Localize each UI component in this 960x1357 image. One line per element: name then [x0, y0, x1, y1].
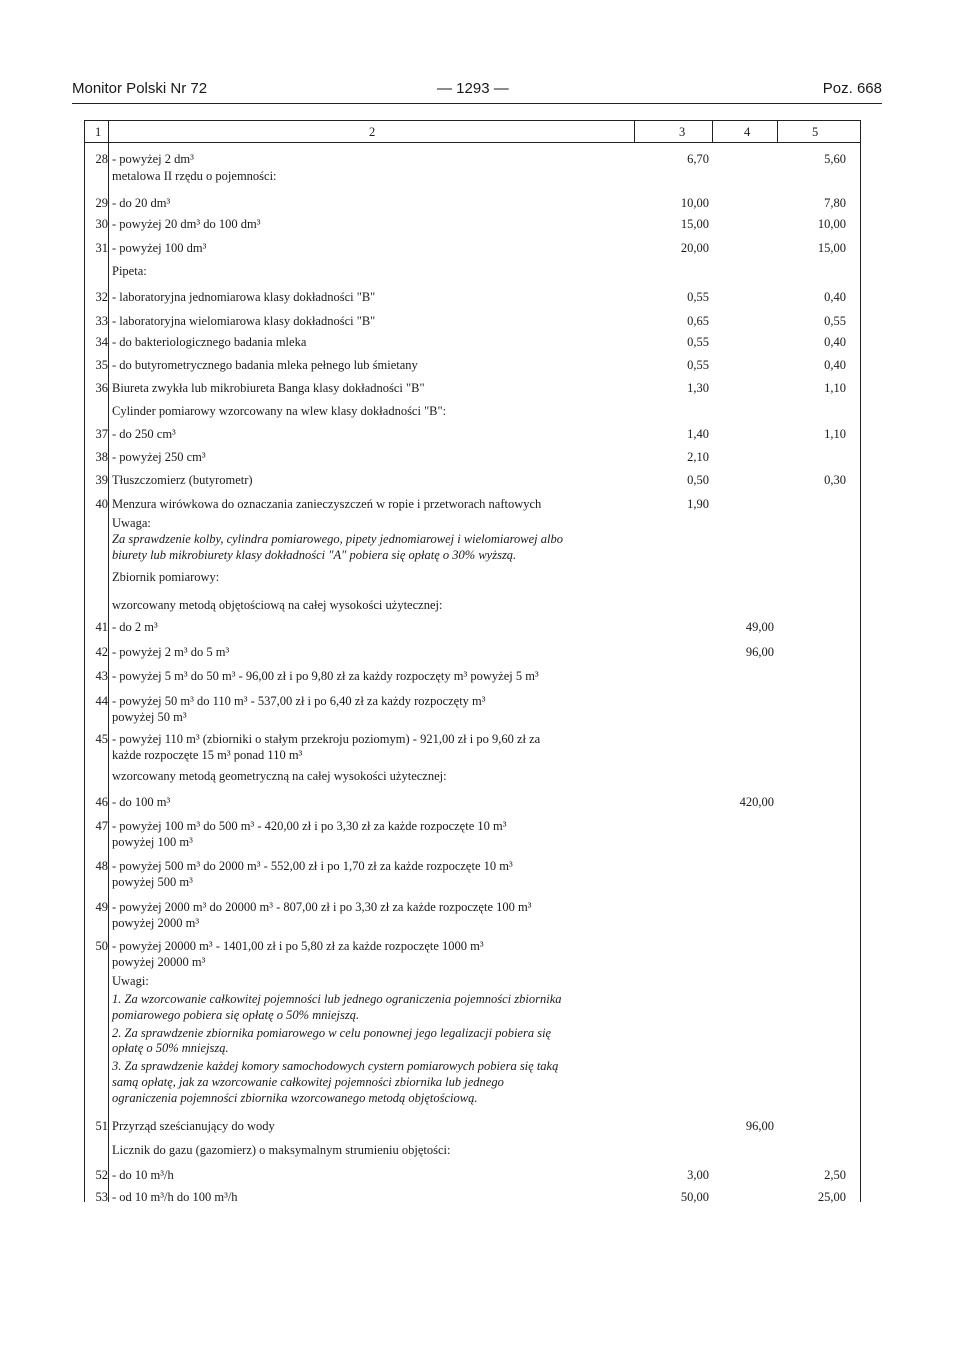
row-description: Uwagi:	[112, 974, 149, 988]
row-description: - do 10 m³/h	[112, 1168, 174, 1182]
row-description: Menzura wirówkowa do oznaczania zanieczyszczeń w ropie i przetworach naftowych	[112, 497, 542, 511]
row-number: 34	[95, 335, 108, 349]
page-header	[72, 80, 882, 102]
row-number: 29	[95, 196, 108, 210]
fee-col-3: 0,50	[687, 473, 709, 487]
row-description: 2. Za sprawdzenie zbiornika pomiarowego w celu ponownej jego legalizacji pobiera się	[112, 1026, 552, 1040]
row-description: Zbiornik pomiarowy:	[112, 570, 220, 584]
row-description: - do 2 m³	[112, 620, 158, 634]
row-number: 37	[95, 427, 108, 441]
fee-col-3: 0,65	[687, 314, 709, 328]
fee-col-5: 0,40	[824, 290, 846, 304]
row-description: powyżej 2000 m³	[112, 916, 200, 930]
row-number: 38	[95, 450, 108, 464]
row-description: ograniczenia pojemności zbiornika wzorcowanego metodą objętościową.	[112, 1091, 478, 1105]
row-description: Biureta zwykła lub mikrobiureta Banga klasy dokładności "B"	[112, 381, 425, 395]
fee-col-5: 25,00	[817, 1190, 846, 1204]
row-number: 50	[95, 939, 108, 953]
page-number: — 1293 —	[437, 80, 509, 97]
row-number: 39	[95, 473, 108, 487]
row-description: samą opłatę, jak za wzorcowanie całkowitej pojemności zbiornika lub jednego	[112, 1075, 504, 1089]
fee-col-5: 7,80	[824, 196, 846, 210]
fee-col-3: 3,00	[687, 1168, 709, 1182]
fee-col-3: 1,30	[687, 381, 709, 395]
row-description: metalowa II rzędu o pojemności:	[112, 169, 277, 183]
table-top-border	[84, 120, 860, 121]
row-number: 46	[95, 795, 108, 809]
row-number: 30	[95, 217, 108, 231]
fee-col-5: 0,30	[824, 473, 846, 487]
col-divider-4	[777, 120, 778, 142]
row-number: 53	[95, 1190, 108, 1204]
row-number: 42	[95, 645, 108, 659]
col-header-5: 5	[812, 125, 819, 139]
row-number: 44	[95, 694, 108, 708]
row-number: 28	[95, 152, 108, 166]
fee-col-4: 420,00	[739, 795, 774, 809]
row-number: 47	[95, 819, 108, 833]
row-description: - powyżej 5 m³ do 50 m³ - 96,00 zł i po 9,80 zł za każdy rozpoczęty m³ powyżej 5 m³	[112, 669, 539, 683]
row-description: - do 100 m³	[112, 795, 171, 809]
row-description: wzorcowany metodą objętościową na całej wysokości użytecznej:	[112, 598, 443, 612]
fee-col-3: 0,55	[687, 290, 709, 304]
fee-col-5: 5,60	[824, 152, 846, 166]
header-rule	[72, 103, 882, 104]
row-description: powyżej 50 m³	[112, 710, 187, 724]
row-description: - powyżej 100 m³ do 500 m³ - 420,00 zł i po 3,30 zł za każde rozpoczęte 10 m³	[112, 819, 507, 833]
row-number: 51	[95, 1119, 108, 1133]
fee-col-3: 0,55	[687, 335, 709, 349]
row-description: Uwaga:	[112, 516, 151, 530]
fee-col-5: 0,55	[824, 314, 846, 328]
row-description: 3. Za sprawdzenie każdej komory samochodowych cystern pomiarowych pobiera się taką	[112, 1059, 559, 1073]
row-description: Tłuszczomierz (butyrometr)	[112, 473, 253, 487]
row-description: - powyżej 20000 m³ - 1401,00 zł i po 5,80 zł za każde rozpoczęte 1000 m³	[112, 939, 484, 953]
fee-col-3: 6,70	[687, 152, 709, 166]
col-header-2: 2	[369, 125, 376, 139]
row-description: - do bakteriologicznego badania mleka	[112, 335, 307, 349]
fee-col-3: 1,40	[687, 427, 709, 441]
row-number: 45	[95, 732, 108, 746]
fee-col-5: 0,40	[824, 335, 846, 349]
row-number: 40	[95, 497, 108, 511]
row-description: - do butyrometrycznego badania mleka pełnego lub śmietany	[112, 358, 418, 372]
publication-title: Monitor Polski Nr 72	[72, 80, 208, 97]
col-divider-3	[712, 120, 713, 142]
row-description: opłatę o 50% mniejszą.	[112, 1041, 229, 1055]
row-description: - powyżej 110 m³ (zbiorniki o stałym przekroju poziomym) - 921,00 zł i po 9,60 zł za	[112, 732, 541, 746]
row-description: Licznik do gazu (gazomierz) o maksymalnym strumieniu objętości:	[112, 1143, 451, 1157]
row-number: 52	[95, 1168, 108, 1182]
col-header-1: 1	[95, 125, 102, 139]
row-description: powyżej 20000 m³	[112, 955, 206, 969]
fee-col-4: 96,00	[745, 1119, 774, 1133]
position-number: Poz. 668	[822, 80, 882, 97]
row-number: 31	[95, 241, 108, 255]
row-description: - od 10 m³/h do 100 m³/h	[112, 1190, 238, 1204]
fee-col-5: 1,10	[824, 381, 846, 395]
col-header-3: 3	[679, 125, 686, 139]
row-number: 43	[95, 669, 108, 683]
row-number: 36	[95, 381, 108, 395]
fee-col-3: 10,00	[680, 196, 709, 210]
fee-col-5: 15,00	[817, 241, 846, 255]
row-description: - powyżej 20 dm³ do 100 dm³	[112, 217, 261, 231]
table-border-left	[84, 120, 85, 1202]
fee-col-3: 1,90	[687, 497, 709, 511]
table-border-right	[860, 120, 861, 1202]
row-description: - powyżej 500 m³ do 2000 m³ - 552,00 zł i po 1,70 zł za każde rozpoczęte 10 m³	[112, 859, 513, 873]
row-description: powyżej 500 m³	[112, 875, 193, 889]
row-description: wzorcowany metodą geometryczną na całej wysokości użytecznej:	[112, 769, 447, 783]
row-description: Cylinder pomiarowy wzorcowany na wlew klasy dokładności "B":	[112, 404, 447, 418]
fee-col-5: 1,10	[824, 427, 846, 441]
fee-col-5: 2,50	[824, 1168, 846, 1182]
table-header-border	[84, 142, 860, 143]
row-description: - powyżej 2 dm³	[112, 152, 194, 166]
fee-col-3: 15,00	[680, 217, 709, 231]
row-description: Pipeta:	[112, 264, 147, 278]
row-number: 35	[95, 358, 108, 372]
fee-col-3: 2,10	[687, 450, 709, 464]
row-description: Przyrząd sześcianujący do wody	[112, 1119, 275, 1133]
row-description: - powyżej 2 m³ do 5 m³	[112, 645, 230, 659]
row-description: - do 20 dm³	[112, 196, 171, 210]
fee-table	[84, 120, 860, 1202]
row-description: pomiarowego pobiera się opłatę o 50% mniejszą.	[112, 1008, 360, 1022]
row-description: biurety lub mikrobiurety klasy dokładności "A" pobiera się opłatę o 30% wyższą.	[112, 548, 517, 562]
row-description: - laboratoryjna wielomiarowa klasy dokładności "B"	[112, 314, 376, 328]
row-number: 48	[95, 859, 108, 873]
row-number: 41	[95, 620, 108, 634]
row-description: Za sprawdzenie kolby, cylindra pomiarowego, pipety jednomiarowej i wielomiarowej albo	[112, 532, 564, 546]
row-number: 49	[95, 900, 108, 914]
fee-col-5: 0,40	[824, 358, 846, 372]
row-description: - laboratoryjna jednomiarowa klasy dokładności "B"	[112, 290, 376, 304]
row-description: każde rozpoczęte 15 m³ ponad 110 m³	[112, 748, 303, 762]
fee-col-4: 49,00	[745, 620, 774, 634]
row-number: 33	[95, 314, 108, 328]
col-divider-1	[108, 120, 109, 1202]
fee-col-5: 10,00	[817, 217, 846, 231]
col-divider-2	[634, 120, 635, 142]
row-description: - powyżej 50 m³ do 110 m³ - 537,00 zł i po 6,40 zł za każdy rozpoczęty m³	[112, 694, 486, 708]
row-number: 32	[95, 290, 108, 304]
fee-col-4: 96,00	[745, 645, 774, 659]
fee-col-3: 0,55	[687, 358, 709, 372]
row-description: - powyżej 2000 m³ do 20000 m³ - 807,00 zł i po 3,30 zł za każde rozpoczęte 100 m³	[112, 900, 532, 914]
col-header-4: 4	[744, 125, 751, 139]
row-description: powyżej 100 m³	[112, 835, 193, 849]
row-description: - powyżej 100 dm³	[112, 241, 207, 255]
row-description: - powyżej 250 cm³	[112, 450, 206, 464]
row-description: - do 250 cm³	[112, 427, 176, 441]
fee-col-3: 50,00	[680, 1190, 709, 1204]
row-description: 1. Za wzorcowanie całkowitej pojemności lub jednego ograniczenia pojemności zbiornika	[112, 992, 562, 1006]
fee-col-3: 20,00	[680, 241, 709, 255]
